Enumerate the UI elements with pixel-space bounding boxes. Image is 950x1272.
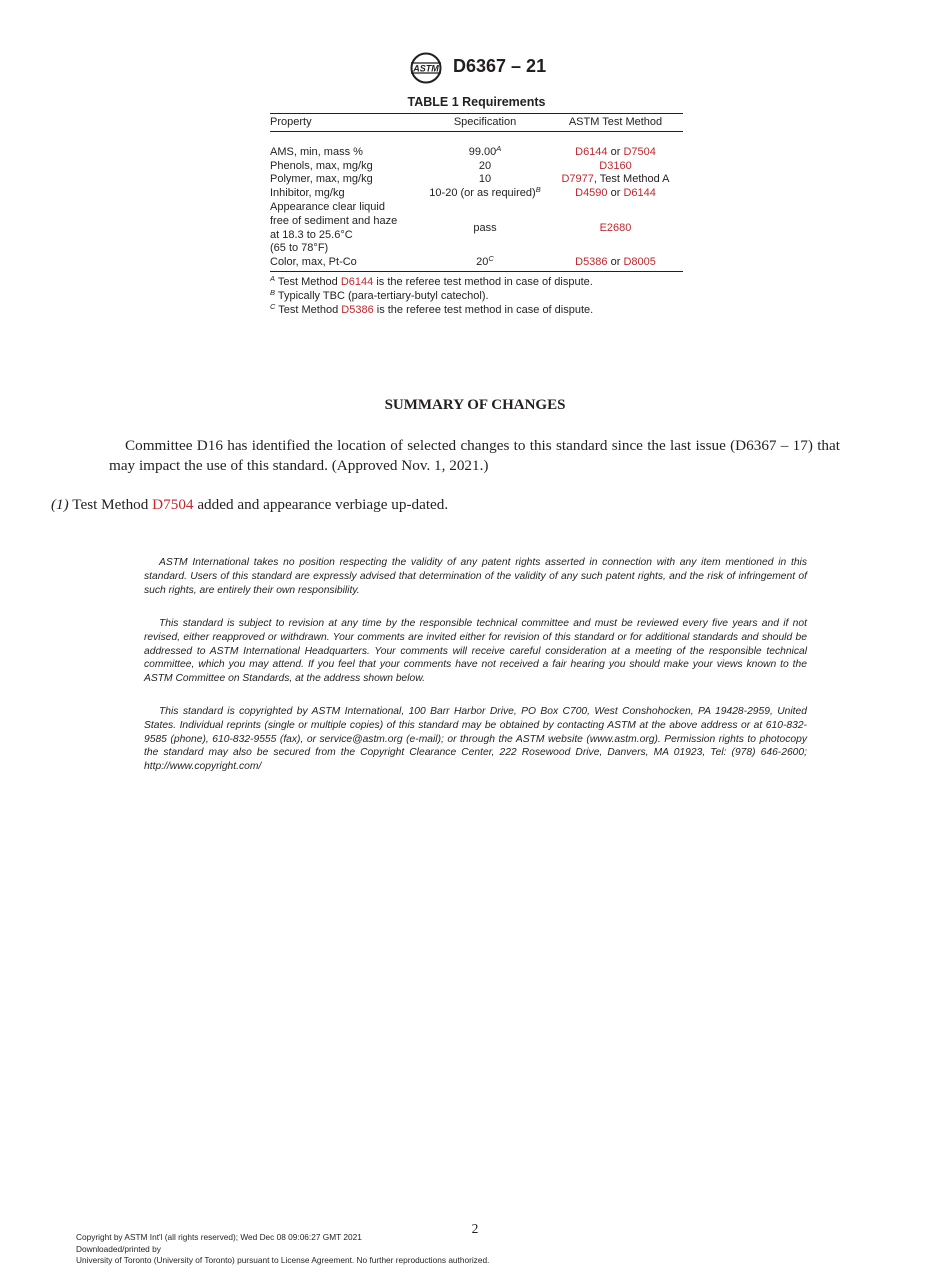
method-link-d8005[interactable]: D8005 bbox=[623, 256, 656, 269]
specification-cell: $20^C$ bbox=[422, 256, 548, 271]
test-method-cell bbox=[548, 160, 683, 174]
table-title: TABLE 1 Requirements bbox=[407, 95, 546, 109]
revision-notice: This standard is subject to revision at any time by the responsible technical committee and must be reviewed every five years and if not revised, either reapproved or withdrawn. Your comments are invited either for revision of this standard or for additional standards and should be addressed to ASTM International Headquarters. Your comments will receive careful consideration at a meeting of the responsible technical committee, which you may attend. If you feel that your comments have not received a fair hearing you should make your views known to the ASTM Committee on Standards, at the address shown below. bbox=[144, 618, 807, 685]
method-link-d6144[interactable]: D6144 bbox=[623, 187, 656, 200]
table-spacer-row bbox=[270, 131, 683, 146]
property-cell: AMS, min, mass % bbox=[270, 145, 363, 158]
footnote-link-d5386[interactable]: D5386 bbox=[341, 304, 374, 316]
summary-paragraph: Committee D16 has identified the location of selected changes to this standard since the last issue (D6367 – 17) that may impact the use of this standard. (Approved Nov. 1, 2021.) bbox=[109, 437, 840, 474]
specification-cell: $99.00^A$ bbox=[468, 143, 502, 158]
test-method-cell: D7977, Test Method A bbox=[561, 173, 670, 186]
specification-cell: 10-20 (or as required)$^B$ bbox=[429, 185, 541, 200]
test-method-cell: D6144 or D7504 bbox=[575, 145, 656, 158]
table-row bbox=[270, 201, 683, 256]
property-cell: Color, max, Pt-Co bbox=[270, 256, 422, 271]
footnote-mark: B bbox=[535, 185, 541, 195]
property-cell: Phenols, max, mg/kg bbox=[270, 159, 373, 172]
property-cell: Inhibitor, mg/kg bbox=[270, 187, 345, 200]
property-cell: Appearance clear liquid free of sediment and haze at 18.3 to 25.6°C (65 to 78°F) bbox=[270, 200, 398, 255]
footnote-mark: A bbox=[496, 143, 502, 153]
document-designation: D6367 – 21 bbox=[453, 56, 547, 76]
footer-line: University of Toronto (University of Toronto) pursuant to License Agreement. No further reproductions authorized. bbox=[76, 1255, 490, 1265]
property-cell: Polymer, max, mg/kg bbox=[270, 173, 373, 186]
specification-cell: 20 bbox=[478, 159, 492, 172]
change-item-1: (1) Test Method D7504 added and appearance verbiage up-dated. bbox=[51, 496, 449, 513]
method-link-e2680[interactable]: E2680 bbox=[599, 221, 632, 234]
method-link-d6144[interactable]: D6144 bbox=[575, 145, 608, 158]
table-footnote-c: $^C$ Test Method D5386 is the referee test method in case of dispute. bbox=[270, 302, 594, 316]
method-link-d5386[interactable]: D5386 bbox=[575, 256, 608, 269]
copyright-notice: This standard is copyrighted by ASTM International, 100 Barr Harbor Drive, PO Box C700, West Conshohocken, PA 19428-2959, United States. Individual reprints (single or multiple copies) of this standard may be obtained by contacting ASTM at the above address or at 610-832-9585 (phone), 610-832-9555 (fax), or service@astm.org (e-mail); or through the ASTM website (www.astm.org). Permission rights to photocopy the standard may also be secured from the Copyright Clearance Center, 222 Rosewood Drive, Danvers, MA 01923, Tel: (978) 646-2600; http://www.copyright.com/ bbox=[144, 706, 807, 773]
footnote-mark: C bbox=[488, 254, 494, 264]
test-method-cell: D4590 or D6144 bbox=[575, 187, 656, 200]
test-method-cell: D5386 or D8005 bbox=[548, 256, 683, 271]
download-footer bbox=[76, 1232, 489, 1267]
table-header-row bbox=[270, 114, 683, 132]
footer-line: Copyright by ASTM Int'l (all rights reserved); Wed Dec 08 09:06:27 GMT 2021 bbox=[76, 1232, 362, 1242]
table-footnote-a: $^A$ Test Method D6144 is the referee test method in case of dispute. bbox=[270, 274, 593, 288]
method-link-d7504[interactable]: D7504 bbox=[623, 145, 656, 158]
table-row bbox=[270, 187, 683, 201]
footnote-link-d6144[interactable]: D6144 bbox=[340, 276, 374, 288]
method-link-d4590[interactable]: D4590 bbox=[575, 187, 608, 200]
footer-line: Downloaded/printed by bbox=[76, 1243, 161, 1254]
table-row bbox=[270, 146, 683, 160]
test-method-cell bbox=[548, 201, 683, 256]
summary-heading: SUMMARY OF CHANGES bbox=[384, 397, 566, 413]
change-link-d7504[interactable]: D7504 bbox=[152, 496, 194, 513]
requirements-table bbox=[270, 113, 683, 272]
specification-cell: 10 bbox=[478, 173, 492, 186]
table-row bbox=[270, 173, 683, 187]
table-row bbox=[270, 256, 683, 271]
column-header-test-method: ASTM Test Method bbox=[548, 114, 683, 132]
table-footnote-b: $^B$ Typically TBC (para-tertiary-butyl catechol). bbox=[270, 288, 489, 302]
column-header-specification: Specification bbox=[422, 114, 548, 132]
specification-cell: pass bbox=[473, 221, 497, 234]
method-link-d7977[interactable]: D7977 bbox=[561, 173, 594, 186]
table-row bbox=[270, 160, 683, 174]
patent-notice: ASTM International takes no position respecting the validity of any patent rights asserted in connection with any item mentioned in this standard. Users of this standard are expressly advised that determination of the validity of any such patent rights, and the risk of infringement of such rights, are entirely their own responsibility. bbox=[144, 557, 807, 596]
method-link-d3160[interactable]: D3160 bbox=[599, 159, 632, 172]
page-header bbox=[0, 50, 950, 86]
page-number: 2 bbox=[471, 1221, 479, 1236]
svg-text:ASTM: ASTM bbox=[413, 63, 439, 74]
column-header-property: Property bbox=[270, 114, 422, 132]
astm-logo-icon bbox=[406, 52, 446, 84]
